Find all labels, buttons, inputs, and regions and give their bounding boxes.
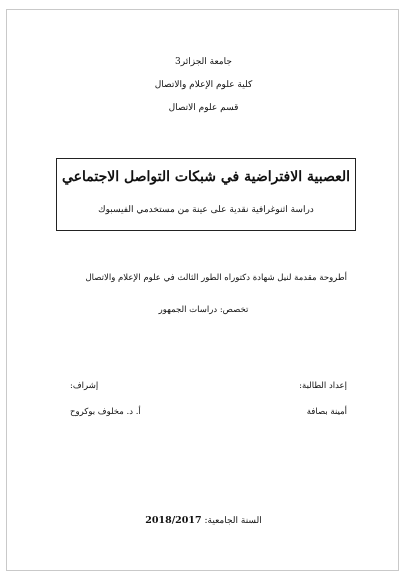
thesis-subtitle: دراسة اثنوغرافية نقدية على عينة من مستخدمي الفيسبوك <box>98 205 314 215</box>
supervision-label: إشراف: <box>70 381 99 391</box>
page-border <box>6 9 399 571</box>
supervisor-name: أ. د. مخلوف بوكروح <box>70 407 141 417</box>
academic-year-line <box>0 515 407 526</box>
faculty-name: كلية علوم الإعلام والاتصال <box>154 80 253 90</box>
department-name: قسم علوم الاتصال <box>168 103 239 113</box>
thesis-statement: أطروحة مقدمة لنيل شهادة دكتوراه الطور الثالث في علوم الإعلام والاتصال <box>85 273 347 283</box>
specialization-label: تخصص: <box>219 305 249 315</box>
specialization-line <box>0 305 407 315</box>
prepared-by-label: إعداد الطالبة: <box>299 381 347 391</box>
specialization-value: دراسات الجمهور <box>158 305 218 315</box>
title-box <box>56 158 356 231</box>
thesis-title: العصبية الافتراضية في شبكات التواصل الاجتماعي <box>61 169 351 185</box>
university-name: جامعة الجزائر3 <box>175 57 232 67</box>
academic-year-value: 2018/2017 <box>145 515 202 526</box>
student-name: أمينة بصافة <box>306 407 347 417</box>
academic-year-label: السنة الجامعية: <box>204 516 262 526</box>
